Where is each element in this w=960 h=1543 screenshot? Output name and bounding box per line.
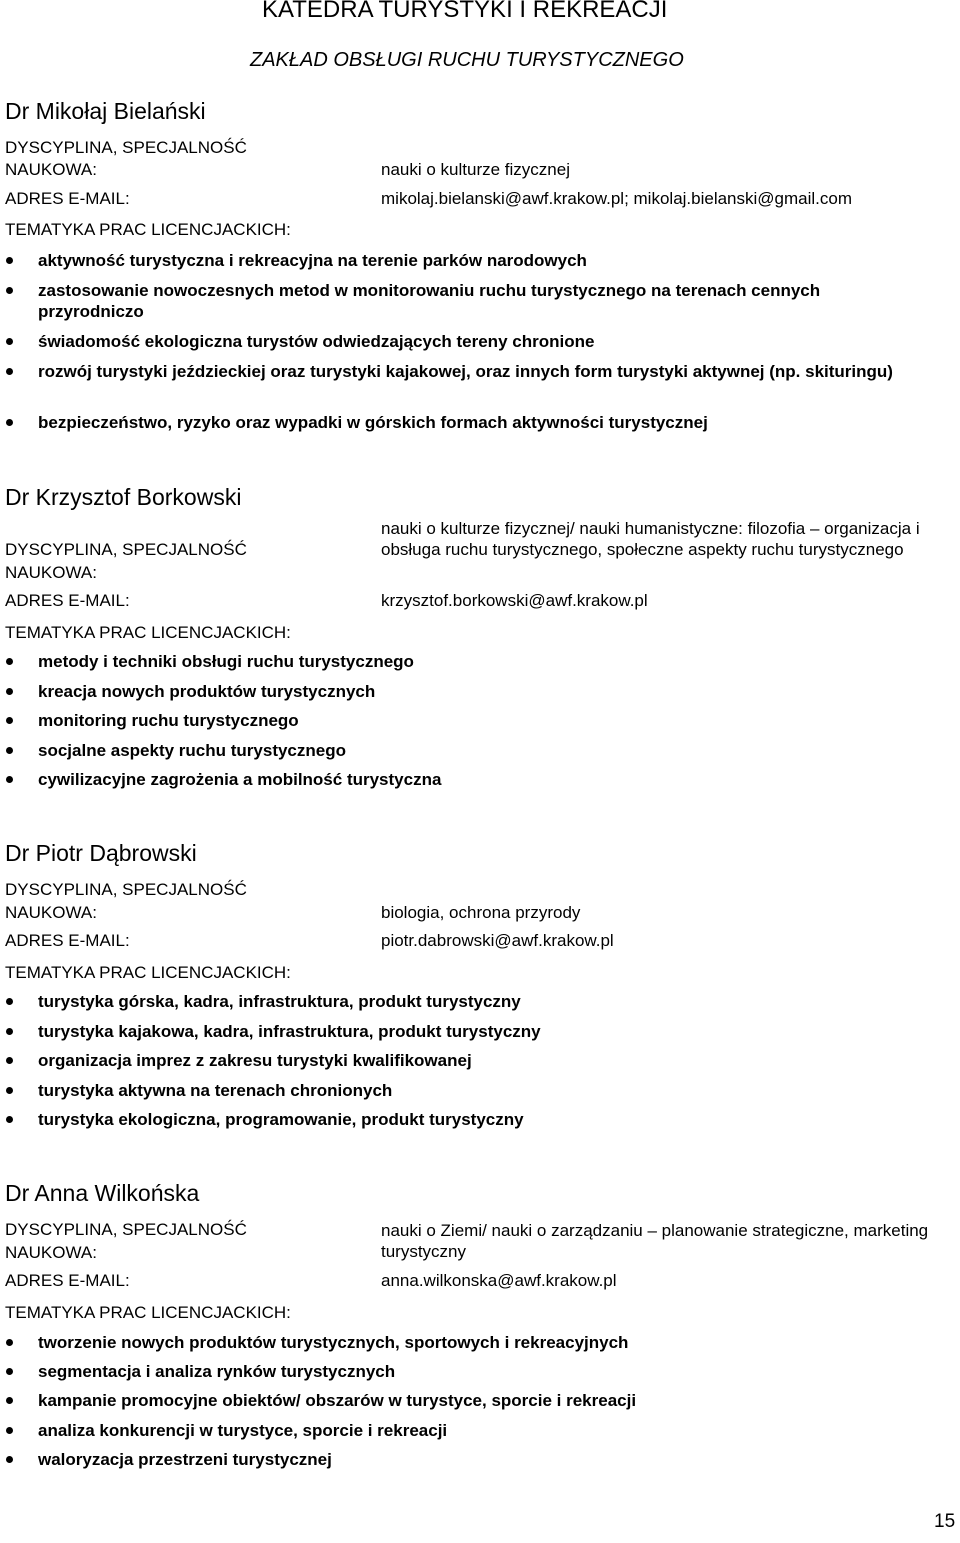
topic-item: kreacja nowych produktów turystycznych — [0, 681, 930, 702]
discipline-label-cont: NAUKOWA: — [5, 903, 97, 922]
bullet-icon — [6, 287, 13, 294]
bullet-icon — [6, 776, 13, 783]
topic-item: bezpieczeństwo, ryzyko oraz wypadki w górskich formach aktywności turystycznej — [0, 412, 930, 433]
topics-label: TEMATYKA PRAC LICENCJACKICH: — [5, 623, 291, 642]
topic-item: turystyka aktywna na terenach chronionych — [0, 1080, 930, 1101]
discipline-label: DYSCYPLINA, SPECJALNOŚĆ — [5, 138, 247, 157]
bullet-icon — [6, 338, 13, 345]
bullet-icon — [6, 1057, 13, 1064]
topic-item: zastosowanie nowoczesnych metod w monitorowaniu ruchu turystycznego na terenach cennych przyrodniczo — [0, 280, 930, 322]
discipline-value: nauki o Ziemi/ nauki o zarządzaniu – planowanie strategiczne, marketing turystyczny — [381, 1221, 929, 1261]
topic-item: turystyka górska, kadra, infrastruktura, produkt turystyczny — [0, 991, 930, 1012]
topic-item: socjalne aspekty ruchu turystycznego — [0, 740, 930, 761]
bullet-icon — [6, 1368, 13, 1375]
discipline-value: biologia, ochrona przyrody — [381, 903, 581, 922]
person-name: Dr Mikołaj Bielański — [5, 98, 206, 124]
discipline-label-cont: NAUKOWA: — [5, 1243, 97, 1262]
person-name: Dr Piotr Dąbrowski — [5, 840, 197, 866]
bullet-icon — [6, 658, 13, 665]
page-number: 15 — [934, 1511, 956, 1532]
discipline-label-cont: NAUKOWA: — [5, 563, 97, 582]
topic-item: rozwój turystyki jeździeckiej oraz turystyki kajakowej, oraz innych form turystyki aktywnej (np. skituringu) — [0, 361, 930, 382]
topics-label: TEMATYKA PRAC LICENCJACKICH: — [5, 1303, 291, 1322]
email-value: piotr.dabrowski@awf.krakow.pl — [381, 931, 614, 950]
topic-item: świadomość ekologiczna turystów odwiedzających tereny chronione — [0, 331, 930, 352]
email-label: ADRES E-MAIL: — [5, 591, 130, 610]
topic-item: tworzenie nowych produktów turystycznych, sportowych i rekreacyjnych — [0, 1332, 930, 1353]
discipline-label: DYSCYPLINA, SPECJALNOŚĆ — [5, 1220, 247, 1239]
discipline-label-cont: NAUKOWA: — [5, 160, 97, 179]
bullet-icon — [6, 368, 13, 375]
discipline-value: nauki o kulturze fizycznej/ nauki humanistyczne: filozofia – organizacja i obsługa ruchu turystycznego, społeczne aspekty ruchu turystycznego — [381, 519, 920, 559]
topics-label: TEMATYKA PRAC LICENCJACKICH: — [5, 963, 291, 982]
bullet-icon — [6, 419, 13, 426]
topic-item: waloryzacja przestrzeni turystycznej — [0, 1449, 930, 1470]
topic-item: organizacja imprez z zakresu turystyki kwalifikowanej — [0, 1050, 930, 1071]
email-value: anna.wilkonska@awf.krakow.pl — [381, 1271, 617, 1290]
topic-item: cywilizacyjne zagrożenia a mobilność turystyczna — [0, 769, 930, 790]
email-value: krzysztof.borkowski@awf.krakow.pl — [381, 591, 648, 610]
topic-item: kampanie promocyjne obiektów/ obszarów w turystyce, sporcie i rekreacji — [0, 1390, 930, 1411]
topic-item: aktywność turystyczna i rekreacyjna na terenie parków narodowych — [0, 250, 930, 271]
bullet-icon — [6, 1339, 13, 1346]
unit-title: ZAKŁAD OBSŁUGI RUCHU TURYSTYCZNEGO — [250, 49, 684, 71]
topic-item: metody i techniki obsługi ruchu turystycznego — [0, 651, 930, 672]
bullet-icon — [6, 717, 13, 724]
topic-item: analiza konkurencji w turystyce, sporcie i rekreacji — [0, 1420, 930, 1441]
discipline-label: DYSCYPLINA, SPECJALNOŚĆ — [5, 540, 247, 559]
bullet-icon — [6, 747, 13, 754]
email-label: ADRES E-MAIL: — [5, 931, 130, 950]
discipline-label: DYSCYPLINA, SPECJALNOŚĆ — [5, 880, 247, 899]
topic-item: segmentacja i analiza rynków turystycznych — [0, 1361, 930, 1382]
email-label: ADRES E-MAIL: — [5, 189, 130, 208]
bullet-icon — [6, 1456, 13, 1463]
topics-label: TEMATYKA PRAC LICENCJACKICH: — [5, 220, 291, 239]
person-name: Dr Krzysztof Borkowski — [5, 484, 242, 510]
person-name: Dr Anna Wilkońska — [5, 1180, 200, 1206]
email-value: mikolaj.bielanski@awf.krakow.pl; mikolaj.bielanski@gmail.com — [381, 189, 853, 208]
bullet-icon — [6, 1427, 13, 1434]
discipline-value: nauki o kulturze fizycznej — [381, 160, 570, 179]
bullet-icon — [6, 1116, 13, 1123]
topic-item: monitoring ruchu turystycznego — [0, 710, 930, 731]
topic-item: turystyka ekologiczna, programowanie, produkt turystyczny — [0, 1109, 930, 1130]
bullet-icon — [6, 688, 13, 695]
department-title: KATEDRA TURYSTYKI I REKREACJI — [262, 0, 668, 23]
bullet-icon — [6, 1087, 13, 1094]
topic-item: turystyka kajakowa, kadra, infrastruktura, produkt turystyczny — [0, 1021, 930, 1042]
bullet-icon — [6, 1028, 13, 1035]
email-label: ADRES E-MAIL: — [5, 1271, 130, 1290]
bullet-icon — [6, 1397, 13, 1404]
bullet-icon — [6, 998, 13, 1005]
bullet-icon — [6, 257, 13, 264]
